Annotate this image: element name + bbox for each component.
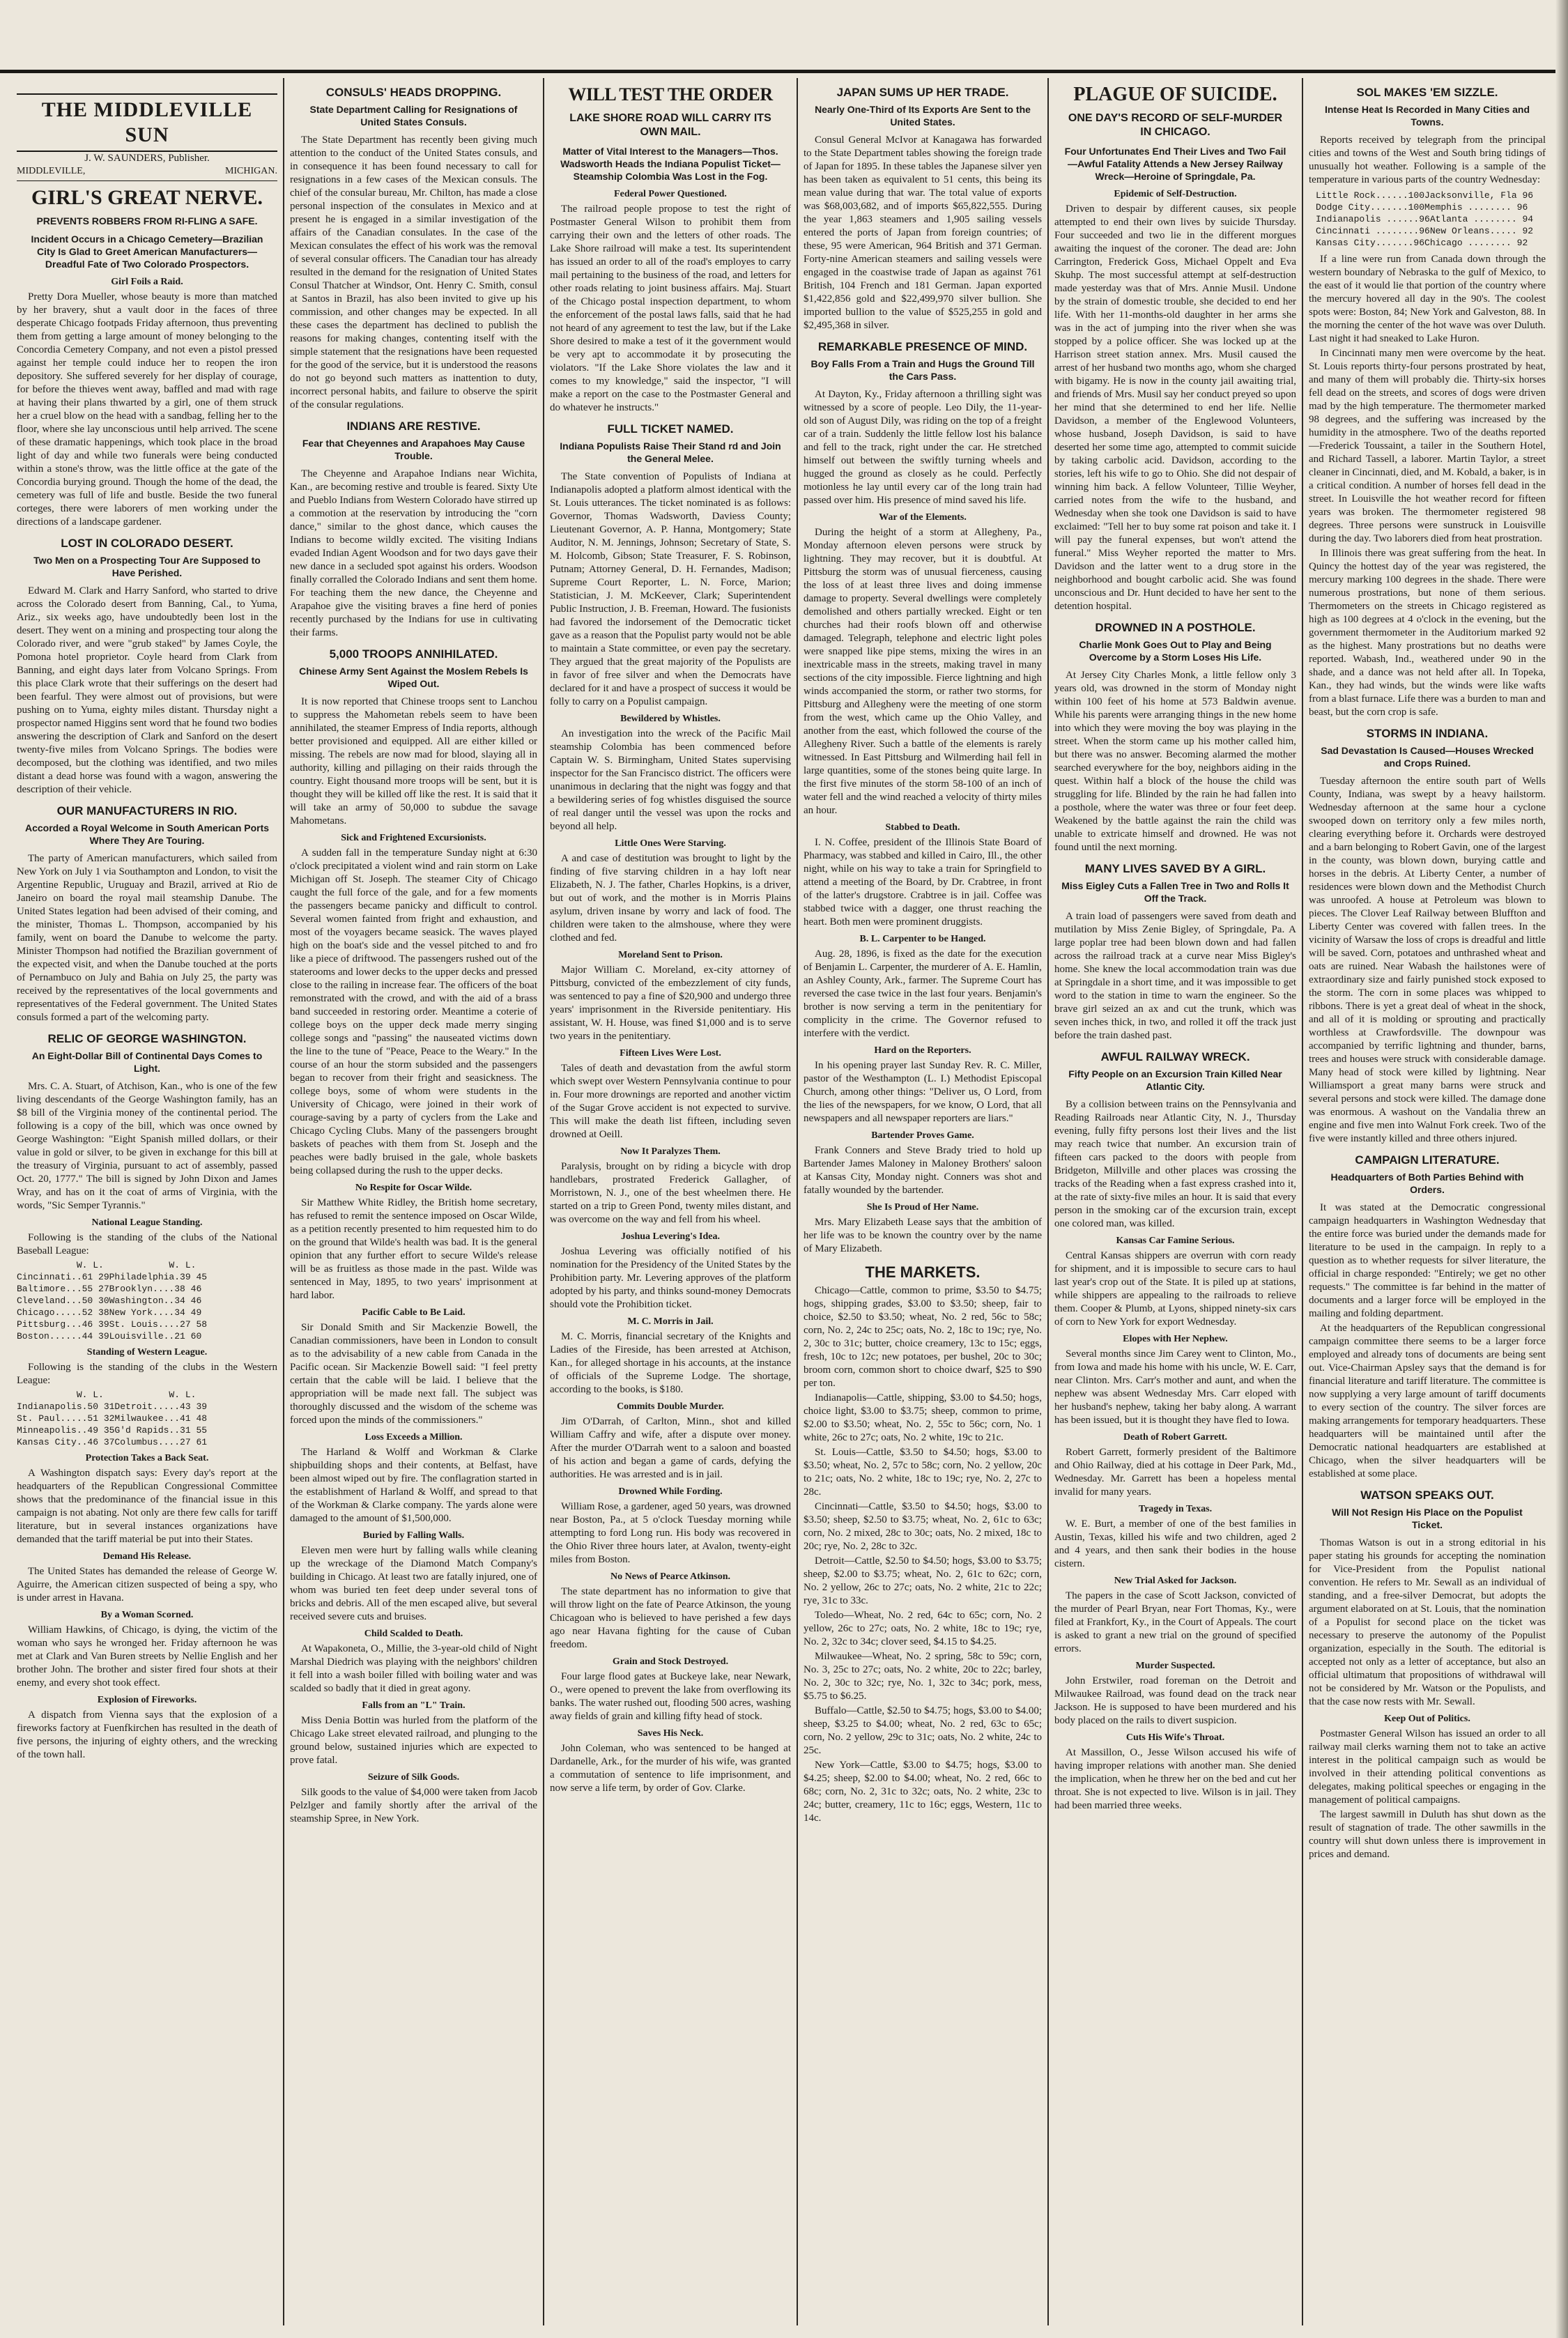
article-subhead: Buried by Falling Walls. [362, 1530, 465, 1541]
column-3 [546, 78, 795, 2325]
article-subhead: By a Woman Scorned. [100, 1610, 194, 1620]
article-paragraph: Mrs. Mary Elizabeth Lease says that the ambition of her life was to be known the country over by the name of Mary Elizabeth. [804, 1217, 1042, 1254]
article-subhead: Grain and Stock Destroyed. [612, 1656, 729, 1667]
article-paragraph: At the headquarters of the Republican congressional campaign committee there seems to be a larger force employed and already tons of documents are being sent out. Vice-Chairman Apsley says that the demand is for financial literature and tariff literature. The committee is now supplying a very large amount of tariff documents to every section of the country. The silver forces are making arrangements for temporary headquarters. These headquarters will be maintained until after the Democratic national headquarters are established at Chicago, when the silver headquarters will be established at some place. [1309, 1323, 1546, 1479]
article-deck: Nearly One-Third of Its Exports Are Sent to the United States. [815, 104, 1031, 128]
article-paragraph: Tales of death and devastation from the awful storm which swept over Western Pennsylvania continue to pour in. Four more drownings are reported and another victim of the Sugar Grove accident is not expected to survive. This will make the death list fifteen, including seven drowned at Oeill. [550, 1063, 791, 1140]
article-headline: REMARKABLE PRESENCE OF MIND. [817, 340, 1028, 353]
article-paragraph: Following is the standing of the clubs in the Western League: [17, 1362, 277, 1386]
article-paragraph: It is now reported that Chinese troops sent to Lanchou to suppress the Mahometan rebels seem to have been annihilated, the steamer Empress of India reports, although better provisioned and equipped. All are either killed or missing. The rebels are now mad for blood, slaying all in authority, killing and pillaging on their raids through the country. Eight thousand more troops will be sent, but it is thought they will be killed off like the rest. It is said that it will take an army of 50,000 to subdue the savage Mahometans. [290, 696, 537, 826]
article-deck: Chinese Army Sent Against the Moslem Rebels Is Wiped Out. [299, 666, 528, 689]
article-paragraph: During the height of a storm at Allegheny, Pa., Monday afternoon eleven persons were struck by lightning. They may recover, but it is doubtful. At Pittsburg the storm was of unusual fierceness, causing the loss of at least three lives and doing immense damage to property. Several dwellings were completely demolished and others partially wrecked. Eight or ten churches had their roofs blown off and otherwise damaged. Telegraph, telephone and electric light poles were snapped like pipe stems, mixing the wires in an inextricable mass in the streets, making travel in many sections of the city impossible. Fierce lightning and high winds accompanied the storm, or rather two storms, for Pittsburg and Allegheny were the meeting of one storm from the west, which came up the Ohio Valley, and another from the east, which followed the course of the Allegheny River. Such a battle of the elements is rarely witnessed. In East Pittsburg and Wilmerding hail fell in large quantities, some of the stones being quite large. In the first five minutes of the storm 58-100 of an inch of water fell and the wind reached a velocity of thirty miles an hour. [804, 527, 1042, 816]
article-paragraph: Edward M. Clark and Harry Sanford, who started to drive across the Colorado desert from Banning, Cal., to Yuma, Ariz., six weeks ago, have undoubtedly been lost in the desert. They went on a mining and prospecting tour along the Colorado river, and were "grub staked" by James Coyle, the Pomona hotel proprietor. Coyle heard from Clark from Banning, and eight days later from Volcano Springs. From this place Clark wrote that their sufferings on the desert had been fearful. They were almost out of provisions, but were pushing on to Yuma, eighty miles distant. Thursday night a prospector named Higgins sent word that he found two bodies answering the description of Clark and Sanford on the desert twenty-five miles from Volcano Springs. The bodies were decomposed, but the clothing was identified, and two miles distant a dead horse was found with a wagon, answering the description of their vehicle. [17, 585, 277, 795]
masthead-state: MICHIGAN. [224, 166, 277, 176]
article-paragraph: The papers in the case of Scott Jackson, convicted of the murder of Pearl Bryan, near Fort Thomas, Ky., were filed at Frankfort, Ky., in the Court of Appeals. The court is asked to grant a new trial on the ground of specified errors. [1054, 1590, 1296, 1654]
article-subhead: B. L. Carpenter to be Hanged. [859, 934, 986, 944]
article-paragraph: By a collision between trains on the Pennsylvania and Reading Railroads near Atlantic City, N. J., Thursday evening, fully fifty persons lost their lives and the list may reach twice that number. An excursion train of fifteen cars packed to the doors with people from Bridgeton, Millville and other places was crossing the tracks of the Reading when a fast express crashed into it, at the rate of sixty-five miles an hour. It is said that every person in the smoking car of the excursion train, except one colored man, was killed. [1054, 1099, 1296, 1229]
article-subhead: Stabbed to Death. [885, 822, 960, 833]
article-subhead: Child Scalded to Death. [364, 1629, 463, 1639]
market-report: Buffalo—Cattle, $2.50 to $4.75; hogs, $3.00 to $4.00; sheep, $3.25 to $4.00; wheat, No. 2 red, 63c to 65c; corn, No. 2 yellow, 29c to 31c; oats, No. 2 white, 24c to 25c. [804, 1705, 1042, 1756]
article-headline: WATSON SPEAKS OUT. [1360, 1489, 1494, 1502]
article-paragraph: Miss Denia Bottin was hurled from the platform of the Chicago Lake street elevated railroad, and plunging to the ground below, sustained injuries which are expected to prove fatal. [290, 1715, 537, 1766]
article-deck: Matter of Vital Interest to the Managers—Thos. Wadsworth Heads the Indiana Populist Ticket—Steamship Colombia Was Lost in the Fog. [560, 146, 781, 182]
article-paragraph: Robert Garrett, formerly president of the Baltimore and Ohio Railway, died at his cottage in Deer Park, Md., Wednesday. Mr. Garrett has been a hopeless mental invalid for many years. [1054, 1447, 1296, 1498]
article-headline: DROWNED IN A POSTHOLE. [1095, 621, 1256, 634]
article-paragraph: The United States has demanded the release of George W. Aguirre, the American citizen suspected of being a spy, who is under arrest in Havana. [17, 1566, 277, 1603]
article-subhead: Explosion of Fireworks. [97, 1695, 197, 1705]
article-subhead: Moreland Sent to Prison. [618, 950, 723, 960]
article-paragraph: Joshua Levering was officially notified of his nomination for the Presidency of the United States by the Prohibition party. Mr. Levering approves of the platform adopted by his party, and thinks sound-money Democrats should vote the Prohibition ticket. [550, 1246, 791, 1310]
market-report: St. Louis—Cattle, $3.50 to $4.50; hogs, $3.00 to $3.50; wheat, No. 2, 57c to 58c; corn, No. 2 yellow, 20c to 21c; oats, No. 2 white, 18c to 19c; rye, No. 2, 27c to 28c. [804, 1447, 1042, 1498]
article-headline: GIRL'S GREAT NERVE. [31, 186, 263, 209]
article-paragraph: Consul General McIvor at Kanagawa has forwarded to the State Department tables showing the foreign trade of Japan for 1895. In these tables the Japanese silver yen has been taken as equivalent to 51 cents, this being its mean value during that war. The total value of exports was $68,003,682, and of imports $65,822,555. During the year 1,863 steamers and 1,905 sailing vessels entered the ports of Japan from foreign countries; of these, 95 were American, 964 British and 371 German. Forty-nine American steamers and sailing vessels were engaged in the coastwise trade of Japan as against 761 British, 104 French and 181 German. Japan exported $1,422,856 gold and $22,499,970 silver bullion. She imported bullion to the value of $525,255 in gold and $2,495,368 in silver. [804, 134, 1042, 331]
article-deck: Intense Heat Is Recorded in Many Cities and Towns. [1324, 104, 1530, 128]
article-headline: INDIANS ARE RESTIVE. [346, 420, 481, 433]
market-report: Indianapolis—Cattle, shipping, $3.00 to $4.50; hogs, choice light, $3.00 to $3.75; sheep, common to prime, $2.00 to $3.50; wheat, No. 2, 55c to 56c; corn, No. 1 white, 26c to 27c; oats, No. 2 white, 19c to 21c. [804, 1392, 1042, 1443]
article-paragraph: The State Department has recently been giving much attention to the conduct of the United States consuls, and in consequence it has been found necessary to call for resignations in a few cases of the Mexican consuls. The chief of the consular bureau, Mr. Chilton, has made a close personal inspection of the consulates in Mexico and at present he is engaged in a similar investigation of the affairs of the Canadian consulates. In the case of the Mexican consulates the effect of his work was the removal of several consular officers. The Canadian tour has already resulted in the demand for the resignation of United States Consul Thatcher at Windsor, Ont. Henry C. Smith, consul at Santos in Brazil, has also been invited to give up his commission, and other changes may be expected. In all these cases the department has declined to publish the reasons for making changes, contenting itself with the simple statement that the resignations have been requested for the good of the service, but it is understood the reasons do not go beyond such matters as inattention to duty, incorrect personal habits, and failure to observe the spirit of the consular regulations. [290, 134, 537, 410]
article-paragraph: The Harland & Wolff and Workman & Clarke shipbuilding shops and their contents, at Belfast, have been almost wiped out by fire. The conflagration started in the establishment of Harland & Wolff, and spread to that of the Workman & Clarke company. The yards alone were damaged to the amount of $1,500,000. [290, 1447, 537, 1524]
article-deck: Fear that Cheyennes and Arapahoes May Cause Trouble. [302, 438, 525, 461]
article-paragraph: The State convention of Populists of Indiana at Indianapolis adopted a platform almost identical with the St. Louis utterances. The ticket nominated is as follows: Governor, Thomas Wadsworth, Daviess County; Lieutenant Governor, A. P. Hanna, Montgomery; State Auditor, N. M. Jennings, Johnson; Secretary of State, S. M. Holcomb, Gibson; State Treasurer, F. S. Robinson, Putnam; Attorney General, D. H. Fernandes, Madison; Supreme Court Reporter, L. N. Force, Marion; Statistician, J. M. McKeever, Clark; Superintendent Public Instruction, J. B. Freeman, Howard. The fusionists had favored the indorsement of the Democratic ticket gave as a reason that the Populist party would not be able to maintain a State committee, or even pay the secretary. They argued that the great majority of the Populists are in favor of free silver and when the Democrats have declared for it and have a prospect of success it would be folly to carry on a Populist campaign. [550, 471, 791, 707]
article-subhead: Cuts His Wife's Throat. [1125, 1732, 1225, 1743]
article-headline: CAMPAIGN LITERATURE. [1355, 1153, 1500, 1167]
article-paragraph: The party of American manufacturers, which sailed from New York on July 1 via Southampton and London, to visit the Argentine Republic, Uruguay and Brazil, arrived at Rio de Janeiro on board the royal mail steamship Danube. The United States legation had been advised of their coming, and the minister, Thomas L. Thompson, accompanied by his family, went on board the Danube to welcome the party. Minister Thompson had notified the Brazilian government of the expected visit, and when the Danube touched at the ports of Pernambuco on July and Bahia on July 25, the party was received by the representatives of the local governments and representatives of the Federal government. The United States consuls formed a part of the welcoming party. [17, 853, 277, 1023]
article-paragraph: Jim O'Darrah, of Carlton, Minn., shot and killed William Caffry and wife, after a dispute over money. After the murder O'Darrah went to a saloon and boasted of his action and began a game of cards, defying the authorities. He was arrested and is in jail. [550, 1416, 791, 1480]
masthead-location [17, 165, 277, 181]
article-subhead: Hard on the Reporters. [874, 1045, 971, 1056]
article-headline: OUR MANUFACTURERS IN RIO. [56, 804, 238, 817]
article-headline: RELIC OF GEORGE WASHINGTON. [47, 1032, 247, 1045]
article-paragraph: A Washington dispatch says: Every day's report at the headquarters of the Republican Congressional Committee shows that the predominance of the financial issue in this campaign is not abating. Not only are there few calls for tariff literature, but in several instances organizations have demanded that the tariff material be put into their States. [17, 1468, 277, 1545]
column-rule [1302, 78, 1303, 2325]
article-headline: LOST IN COLORADO DESERT. [61, 537, 233, 550]
article-headline: WILL TEST THE ORDER [568, 84, 773, 105]
article-paragraph: Central Kansas shippers are overrun with corn ready for shipment, and it is impossible to secure cars to haul last year's crop out of the State. It is piled up at stations, while shippers are appealing to the railroads to relieve them. Cooper & Plumb, at Lyons, shipped ninety-six cars of corn to New York for export Wednesday. [1054, 1250, 1296, 1328]
article-paragraph: Sir Matthew White Ridley, the British home secretary, has refused to remit the sentence imposed on Oscar Wilde, as a petition recently presented to him requested him to do on the ground that Wilde's health was bad. It is the general opinion that any further effort to secure Wilde's release will be as fruitless as those made in the past. Wilde was sentenced in May, 1895, to two years' imprisonment at hard labor. [290, 1197, 537, 1301]
article-paragraph: In Cincinnati many men were overcome by the heat. St. Louis reports thirty-four persons prostrated by heat, and many of them will probably die. Thirty-six horses fell dead on the streets, and scores of dogs were driven mad by the high temperature. The thermometer marked 98 degrees, and the suffering was increased by the humidity in the atmosphere. Two of the deaths reported—Frederick Toussaint, a tailer in the Southern Hotel, and Richard Tassell, a laborer. Martin Taylor, a street cleaner in Cincinnati, died, and M. Kobald, a baker, is in a critical condition. A number of horses fell dead in the street. In Louisville the hot weather record for fifteen years was broken. The thermometer registered 98 degrees. Three persons were sunstruck in Louisville during the day. Two laborers died from heat prostration. [1309, 348, 1546, 544]
article-subhead: Kansas Car Famine Serious. [1116, 1236, 1235, 1246]
article-paragraph: Four large flood gates at Buckeye lake, near Newark, O., were opened to prevent the lake from overflowing its banks. The water rushed out, flooding 500 acres, washing away fields of grain and killing fifty head of stock. [550, 1671, 791, 1722]
article-subhead: New Trial Asked for Jackson. [1114, 1576, 1237, 1586]
column-rule [797, 78, 798, 2325]
article-subhead: Demand His Release. [102, 1551, 192, 1562]
article-subhead: Loss Exceeds a Million. [364, 1432, 463, 1443]
article-subhead: Little Ones Were Starving. [615, 838, 726, 849]
article-paragraph: If a line were run from Canada down through the western boundary of Nebraska to the gulf of Mexico, to the east of it would lie that portion of the country where the mercury hovered all day in the 90's. The coolest spots were: Boston, 84; New York and Galveston, 88. In the morning the center of the hot wave was over Duluth. Last night it had sneaked to Lake Huron. [1309, 254, 1546, 344]
article-paragraph: Paralysis, brought on by riding a bicycle with drop handlebars, prostrated Frederick Gallagher, of Morristown, N. J., one of the best wheelmen there. He started on a trip to Green Pond, twenty miles distant, and was overcome on the way and fell from his wheel. [550, 1161, 791, 1225]
article-paragraph: At Dayton, Ky., Friday afternoon a thrilling sight was witnessed by a score of people. Leo Dily, the 11-year-old son of August Dily, was riding on the top of a freight car of a train. Suddenly the little fellow lost his balance and fell to the track, right under the car. He stretched himself out between the swiftly turning wheels and hugged the ground as closely as he could. Perfectly motionless he lay until every car of the long train had passed over him. His presence of mind saved his life. [804, 389, 1042, 506]
article-paragraph: Mrs. C. A. Stuart, of Atchison, Kan., who is one of the few living descendants of the George Washington family, has an $8 bill of the Virginia money of the continental period. The following is a copy of the bill, which was once owned by George Washington: "Eight Spanish milled dollars, or their value in gold or silver, to be given in exchange for this bill at the treasury of Virginia, pursuant to act of assembly, passed Oct. 20, 1777." The bill is signed by John Dixon and James Wray, and has on it the coat of arms of Virginia, with the words, "Sic Semper Tyrannis." [17, 1081, 277, 1211]
article-subhead: No News of Pearce Atkinson. [610, 1571, 730, 1582]
article-subhead: National League Standing. [91, 1217, 203, 1228]
article-paragraph: Several months since Jim Carey went to Clinton, Mo., from Iowa and made his home with his uncle, W. E. Carr, near Clinton. Mrs. Carr's mother and aunt, and when the nephew was absent Wednesday Mrs. Carr eloped with her husband's nephew, taking her baby along. A warrant has been issued, but it is thought they have fled to Iowa. [1054, 1348, 1296, 1426]
article-paragraph: The Cheyenne and Arapahoe Indians near Wichita, Kan., are becoming restive and trouble is feared. Sixty Ute and Pueblo Indians from Western Colorado have stirred up a commotion at the reservation by introducing the "corn dance," similar to the ghost dance, which causes the Indians to become wildly excited. The visiting Indians evaded Indian Agent Woodson and for two days gave their new dance in a secluded spot against his orders. Woodson finally corralled the Colorado Indians and sent them home. For teaching them the new dance, the Cheyenne and Arapahoe give the visiting braves a fine herd of ponies recently purchased by the Indians for use in cultivating their farms. [290, 468, 537, 638]
article-paragraph: Sir Donald Smith and Sir Mackenzie Bowell, the Canadian commissioners, have been in London to consult as to the advisability of a new cable from Canada in the Pacific ocean. Sir Mackenzie Bowell said: "I feel pretty certain that the cable will be laid. I believe that the appropriation will be made next fall. The subject was thoroughly discussed and the wisdom of the scheme was forced upon the minds of the commissioners." [290, 1322, 537, 1426]
article-paragraph: John Coleman, who was sentenced to be hanged at Dardanelle, Ark., for the murder of his wife, was granted a commutation of sentence to life imprisonment, and now serve a life term, by order of Gov. Clarke. [550, 1743, 791, 1794]
standings-table: W. L. W. L. Indianapolis.50 31Detroit.....43 39 St. Paul.....51 32Milwaukee...41 48 Minneapolis..49 35G'd Rapids..31 55 Kansas City..46 37Columbus....27 61 [17, 1390, 208, 1447]
article-subhead: Drowned While Fording. [618, 1486, 723, 1497]
article-deck: Sad Devastation Is Caused—Houses Wrecked and Crops Ruined. [1321, 745, 1534, 769]
article-paragraph: The railroad people propose to test the right of Postmaster General Wilson to prohibit them from carrying their own and the letters of other roads. The Lake Shore railroad will make a test. Its superintendent has issued an order to all of the road's employes to carry mail pertaining to the business of the road, and letters for other roads relating to joint business affairs. Maj. Stuart of the Chicago postal inspection department, to whom the enforcement of the postal laws falls, said that he had not heard of any agreement to test the law, but if the Lake Shore desired to make a test of it the government would be very apt to accommodate it by prosecuting the violators. "If the Lake Shore violates the law and it comes to my knowledge," said the inspector, "I will make a report on the case to the Postmaster General and do whatever he instructs." [550, 203, 791, 413]
article-paragraph: At Wapakoneta, O., Millie, the 3-year-old child of Night Marshal Diedrich was playing with the neighbors' children it fell into a wash boiler filled with boiling water and was scalded so badly that it died in great agony. [290, 1643, 537, 1694]
article-paragraph: An investigation into the wreck of the Pacific Mail steamship Colombia has been commenced before Captain W. S. Birmingham, United States supervising inspector for the San Francisco district. The officers were unanimous in declaring that the night was foggy and that a bewildering series of fog whistles disguised the source of real danger until the vessel was upon the rocks and beyond all help. [550, 728, 791, 832]
article-deck: Incident Occurs in a Chicago Cemetery—Brazilian City Is Glad to Greet American Manufacturers—Dreadful Fate of Two Colorado Prospectors. [31, 233, 263, 270]
market-report: Cincinnati—Cattle, $3.50 to $4.50; hogs, $3.00 to $3.50; sheep, $2.50 to $3.75; wheat, No. 2, 61c to 63c; corn, No. 2 mixed, 28c to 30c; oats, No. 2 mixed, 18c to 20c; rye, No. 2, 28c to 32c. [804, 1501, 1042, 1552]
article-paragraph: Following is the standing of the clubs of the National Baseball League: [17, 1232, 277, 1256]
article-deck: Boy Falls From a Train and Hugs the Ground Till the Cars Pass. [810, 358, 1035, 382]
article-headline: AWFUL RAILWAY WRECK. [1100, 1050, 1250, 1063]
article-headline: STORMS IN INDIANA. [1366, 727, 1489, 740]
article-paragraph: John Erstwiler, road foreman on the Detroit and Milwaukee Railroad, was found dead on the track near Jackson. He is supposed to have been murdered and his body placed on the rails to divert suspicion. [1054, 1675, 1296, 1726]
column-4 [799, 78, 1046, 2325]
article-paragraph: M. C. Morris, financial secretary of the Knights and Ladies of the Fireside, has been arrested at Atchison, Kan., for alleged shortage in his accounts, at the instance of officials of the Supreme Lodge. The shortage, according to the books, is $180. [550, 1331, 791, 1395]
article-subhead: Now It Paralyzes Them. [620, 1146, 721, 1157]
article-subhead: Seizure of Silk Goods. [367, 1772, 460, 1783]
article-subhead: No Respite for Oscar Wilde. [355, 1183, 472, 1193]
column-6 [1305, 78, 1550, 2325]
article-paragraph: In his opening prayer last Sunday Rev. R. C. Miller, pastor of the Westhampton (L. I.) Methodist Episcopal Church, among other things: "Deliver us, O Lord, from the lies of the newspapers, for we know, O Lord, that all newspapers and all newspaper reporters are liars." [804, 1060, 1042, 1124]
masthead-title: THE MIDDLEVILLE SUN [17, 93, 277, 152]
standings-table: W. L. W. L. Cincinnati..61 29Philadelphia.39 45 Baltimore...55 27Brooklyn....38 46 Cleveland...50 30Washington..34 46 Chicago.....52 38New York....34 49 Pittsburg...46 39St. Louis....27 58 Boston......44 39Louisville..21 60 [17, 1260, 208, 1341]
temperature-table: Little Rock......100Jacksonville, Fla 96 Dodge City.......100Memphis ........ 96 Indianapolis ......96Atlanta ........ 94 Cincinnati ........96New Orleans..... 92 Kansas City.......96Chicago ........ 92 [1316, 190, 1534, 248]
column-rule [283, 78, 284, 2325]
article-paragraph: A dispatch from Vienna says that the explosion of a fireworks factory at Fuenfkirchen has resulted in the death of five persons, the injuring of eighty others, and the wrecking of the town hall. [17, 1709, 277, 1760]
article-deck: Two Men on a Prospecting Tour Are Supposed to Have Perished. [33, 555, 261, 578]
article-subhead: Saves His Neck. [637, 1728, 704, 1739]
article-subhead: Epidemic of Self-Destruction. [1114, 189, 1237, 199]
masthead-publisher: J. W. SAUNDERS, Publisher. [84, 153, 210, 164]
article-paragraph: A train load of passengers were saved from death and mutilation by Miss Zenie Bigley, of Springdale, Pa. A large poplar tree had been blown down and had fallen across the railroad track at a curve near Miss Bigley's home. She knew the local accommodation train was due at Springdale in a short time, and it was impossible to get word to the station in time to warn the engineer. So the brave girl seized an ax and cut the trunk, which was seven inches thick, in two, and rolled it off the track just before the train dashed past. [1054, 911, 1296, 1041]
article-headline: THE MARKETS. [865, 1263, 981, 1281]
article-paragraph: At Jersey City Charles Monk, a little fellow only 3 years old, was drowned in the storm of Monday night within 100 feet of his home at 573 Baldwin avenue. While his parents were arranging things in the new home into which they were moving the boy was playing in the street. When the storm came up his mother called him, but there was no answer. Becoming alarmed the mother searched everywhere for the boy, neighbors aiding in the quest. Within half a block of the house the child was struggling for life. Blinded by the rain he had fallen into a posthole, where the water was three or four feet deep. Weakened by the battle against the rain the child was unable to extricate himself and drowned. He was not found until the next morning. [1054, 670, 1296, 853]
market-report: Toledo—Wheat, No. 2 red, 64c to 65c; corn, No. 2 yellow, 26c to 27c; oats, No. 2 white, 18c to 19c; rye, No. 2, 32c to 34c; clover seed, $4.15 to $4.25. [804, 1610, 1042, 1647]
article-paragraph: Major William C. Moreland, ex-city attorney of Pittsburg, convicted of the embezzlement of city funds, was sentenced to pay a fine of $20,900 and undergo three years' imprisonment in the Riverside penitentiary. His assistant, W. H. House, was fined $1,000 and is to serve two years in the penitentiary. [550, 964, 791, 1042]
article-paragraph: At Massillon, O., Jesse Wilson accused his wife of having improper relations with another man. She denied the implication, when he threw her on the bed and cut her throat. She is not expected to live. Wilson is in jail. They had been married three weeks. [1054, 1747, 1296, 1811]
article-deck: Accorded a Royal Welcome in South American Ports Where They Are Touring. [24, 822, 270, 846]
article-paragraph: William Hawkins, of Chicago, is dying, the victim of the woman who says he wronged her. Friday afternoon he was met at Clark and Van Buren streets by Nellie English and her brother John. The brother and sister fired four shots at their enemy, and every shot took effect. [17, 1624, 277, 1689]
article-headline: PLAGUE OF SUICIDE. [1073, 84, 1277, 105]
article-subhead: Bartender Proves Game. [871, 1130, 974, 1141]
column-5 [1050, 78, 1300, 2325]
market-report: New York—Cattle, $3.00 to $4.75; hogs, $3.00 to $4.25; sheep, $2.00 to $4.00; wheat, No. 2 red, 66c to 68c; corn, No. 2, 31c to 32c; oats, No. 2 white, 23c to 24c; butter, creamery, 11c to 16c; eggs, Western, 11c to 14c. [804, 1760, 1042, 1824]
article-headline: CONSULS' HEADS DROPPING. [325, 86, 502, 99]
article-deck: LAKE SHORE ROAD WILL CARRY ITS OWN MAIL. [569, 112, 771, 138]
column-rule [543, 78, 544, 2325]
article-paragraph: The largest sawmill in Duluth has shut down as the result of stagnation of trade. The other sawmills in the country will shut down unless there is improvement in prices and demand. [1309, 1809, 1546, 1860]
column-1 [13, 78, 282, 2325]
market-report: Milwaukee—Wheat, No. 2 spring, 58c to 59c; corn, No. 3, 25c to 27c; oats, No. 2 white, 20c to 22c; barley, No. 2, 30c to 32c; rye, No. 1, 32c to 34c; pork, mess, $5.75 to $6.25. [804, 1651, 1042, 1702]
article-headline: 5,000 TROOPS ANNIHILATED. [329, 647, 498, 661]
article-subhead: Falls from an "L" Train. [362, 1700, 466, 1711]
article-paragraph: Driven to despair by different causes, six people attempted to end their own lives by suicide Thursday. Four succeeded and two lie in the different morgues awaiting the inquest of the coroner. The dead are: John Carrington, Frederick Goss, Michael Oppelt and Eva Skuhp. The most successful attempt at self-destruction made yesterday was that of Mrs. Annie Musil. Undone by the strain of domestic trouble, she decided to end her life. With her 11-months-old daughter in her arms she was in the act of jumping into the river when she was stopped by a police officer. She was locked up at the Harrison street station annex. Mrs. Musil caused the arrest of her husband two months ago, whom she charged with bigamy. He is now in the county jail awaiting trial, and friends of Mrs. Musil say her conduct preyed so upon her mind that she determined to end her life. Nellie Davidson, a member of the Englewood Volunteers, whose husband, Joseph Davidson, is said to have deserted her some time ago, attempted to commit suicide by taking carbolic acid. Davidson, according to the stories, left his wife to go to Ohio. She did not despair of winning him back. A fellow Volunteer, Tillie Weyher, carried notes from the wife to the husband, and Wednesday when she took one Davidson is said to have exclaimed: "Tell her to buy some rat poison and take it. I will pay the funeral expenses, but won't attend the funeral." Miss Weyher reported the matter to Mrs. Davidson and the latter went to a drug store in the neighborhood and bought carbolic acid. She was found unconscious and Dr. Hunt decided to have her sent to the detention hospital. [1054, 203, 1297, 612]
article-deck: Charlie Monk Goes Out to Play and Being Overcome by a Storm Loses His Life. [1079, 639, 1272, 663]
article-headline: JAPAN SUMS UP HER TRADE. [836, 86, 1009, 99]
article-deck: An Eight-Dollar Bill of Continental Days Comes to Light. [31, 1050, 263, 1074]
article-paragraph: The state department has no information to give that will throw light on the fate of Pearce Atkinson, the young Chicagoan who is believed to have perished a few days ago near Havana fighting for the cause of Cuban freedom. [550, 1586, 791, 1650]
masthead-town: MIDDLEVILLE, [17, 166, 86, 176]
column-2 [286, 78, 541, 2325]
article-deck: Fifty People on an Excursion Train Killed Near Atlantic City. [1068, 1068, 1282, 1092]
article-subhead: Keep Out of Politics. [1384, 1714, 1470, 1724]
article-paragraph: Postmaster General Wilson has issued an order to all railway mail clerks warning them not to take an active interest in the political campaign such as would be involved in their attending political conventions as delegates, making political speeches or engaging in the management of political campaigns. [1309, 1728, 1546, 1806]
article-paragraph: Thomas Watson is out in a strong editorial in his paper stating his grounds for accepting the nomination for Vice-President from the Populist national convention. He refers to Mr. Sewall as an individual of standing, and a free-silver Democrat, but adopts the argument elaborated on at St. Louis, that the nomination of a Populist for second place on the ticket was necessary to preserve the autonomy of the Populist organization, especially in the South. The editorial is accepted not only as a letter of acceptance, but also an official ultimatum that propositions of withdrawal will not be considered by Mr. Watson or the Populists, and that the case now rests with Mr. Sewall. [1309, 1537, 1546, 1707]
article-subhead: Bewildered by Whistles. [620, 714, 721, 724]
article-paragraph: Pretty Dora Mueller, whose beauty is more than matched by her bravery, shut a vault door in the faces of three desperate Chicago footpads Friday afternoon, thus preventing them from getting a large amount of money belonging to the Concordia Cemetery Company, and not even a pistol pressed against her temple could induce her to reopen the iron depository. She suffered severely for her display of courage, for before the thieves went away, baffled and mad with rage at having their plans thwarted by a girl, one of them struck her a cruel blow on the head with a sandbag, felling her to the floor, where she lay unconscious until help arrived. The scene of these dramatic happenings, which took place in the broad light of day and while two funerals were being conducted within a stone's throw, was the little office at the gate of the Concordia burying ground. Though the home of the dead, the cemetery was full of life and bustle. Beside the two funeral corteges, there were laborers of men working under the directions of a landscape gardener. [17, 291, 277, 528]
article-subhead: Sick and Frightened Excursionists. [341, 833, 486, 843]
page-top-rule [0, 70, 1568, 73]
article-subhead: Federal Power Questioned. [614, 189, 727, 199]
article-subhead: M. C. Morris in Jail. [627, 1316, 714, 1327]
article-headline: MANY LIVES SAVED BY A GIRL. [1084, 862, 1266, 875]
article-paragraph: William Rose, a gardener, aged 50 years, was drowned near Boston, Pa., at 5 o'clock Tuesday morning while attempting to ford Long run. His body was recovered in the Ohio River three hours later, at Avalon, twenty-eight miles from Boston. [550, 1501, 791, 1565]
column-rule [1047, 78, 1049, 2325]
article-headline: FULL TICKET NAMED. [607, 422, 734, 436]
article-paragraph: A sudden fall in the temperature Sunday night at 6:30 o'clock precipitated a violent wind and rain storm on Lake Michigan off St. Joseph. The steamer City of Chicago caught the full force of the gale, and for a few moments the passengers became panicky and difficult to control. Several women fainted from fright and exhaustion, and most of the voyagers became seasick. The waves played high on the boat's side and the vessel pitched to and fro like a piece of driftwood. The passengers rushed out of the staterooms and lower decks to the upper decks and pressed close to the railing in increase fear. The officers of the boat remonstrated with the crowd, and with the aid of a brass band succeeded in restoring order. Meantime a coterie of college boys on the upper deck made merry singing college songs and "passing" the nauseated victims down the line to the tune of "Peace, Peace to the Weary." In the course of an hour the storm subsided and the passengers began to recover from their fright and seasickness. The college boys, some of whom were students in the University of Chicago, were joined in their work of courage-saving by a party of cyclers from the Lake and Chicago Cycling Clubs. Many of the passengers brought baskets of peaches with them from St. Joseph and the peaches were badly bruised in the gale, whole baskets being collapsed during the rush to the upper decks. [290, 847, 537, 1176]
article-deck: State Department Calling for Resignations of United States Consuls. [309, 104, 518, 128]
article-subhead: War of the Elements. [879, 512, 967, 523]
article-subhead: Death of Robert Garrett. [1123, 1432, 1228, 1443]
article-paragraph: Aug. 28, 1896, is fixed as the date for the execution of Benjamin L. Carpenter, the murderer of A. E. Hamlin, an Ashley County, Ark., farmer. The Supreme Court has reversed the case twice in the last four years. Benjamin's brother is now serving a term in the penitentiary for complicity in the crime. The Governor refused to interfere with the verdict. [804, 948, 1042, 1039]
article-headline: SOL MAKES 'EM SIZZLE. [1356, 86, 1498, 99]
article-subhead: Protection Takes a Back Seat. [85, 1453, 209, 1463]
article-deck: Four Unfortunates End Their Lives and Two Fail—Awful Fatality Attends a New Jersey Railway Wreck—Heroine of Springdale, Pa. [1064, 146, 1286, 182]
article-paragraph: W. E. Burt, a member of one of the best families in Austin, Texas, killed his wife and two children, aged 2 and 4 years, and then sank their bodies in the house cistern. [1054, 1518, 1296, 1569]
article-paragraph: It was stated at the Democratic congressional campaign headquarters in Washington Wednesday that the entire force was buried under the demands made for literature to be used in the campaign. In reply to a question as to whether requests for silver literature, the official in charge responded: "Entirely; we get no other requests." The committee is far behind in the matter of documents and a larger force will be employed in the mailing and folding department. [1309, 1202, 1546, 1319]
article-subhead: Girl Foils a Raid. [111, 277, 183, 287]
article-subhead: Fifteen Lives Were Lost. [620, 1048, 721, 1059]
article-subhead: Elopes with Her Nephew. [1123, 1334, 1228, 1344]
article-deck: Indiana Populists Raise Their Stand rd and Join the General Melee. [560, 440, 781, 464]
article-deck: Will Not Resign His Place on the Populist Ticket. [1332, 1507, 1523, 1530]
article-subhead: She Is Proud of Her Name. [866, 1202, 979, 1213]
article-paragraph: A and case of destitution was brought to light by the finding of five starving children in a hay loft near Elizabeth, N. J. The father, Charles Hopkins, is a driver, but out of work, and the mother is in Morris Plains asylum, driven insane by worry and lack of food. The children were taken to the almshouse, where they were clothed and fed. [550, 853, 791, 944]
article-subhead: Joshua Levering's Idea. [621, 1231, 720, 1242]
page-edge-shadow [1555, 0, 1568, 2338]
article-subhead: Commits Double Murder. [617, 1401, 724, 1412]
article-paragraph: Eleven men were hurt by falling walls while cleaning up the wreckage of the Diamond Match Company's building in Chicago. At least two are fatally injured, one of whom was buried ten feet deep under several tons of bricks and debris. All of the men escaped alive, but several received severe cuts and bruises. [290, 1545, 537, 1622]
article-paragraph: In Illinois there was great suffering from the heat. In Quincy the hottest day of the year was registered, the mercury marking 100 degrees in the shade. There were numerous prostrations, but none of them serious. Thermometers on the streets in Chicago registered as high as 100 degrees at 4 o'clock in the evening, but the government thermometer in the Auditorium marked 92 as the highest. Many prostrations but no deaths were reported. Wabash, Ind., weathered under 90 in the shade, and a dance was not held after all. In Topeka, Kan., they had winds, but the winds were like wafts from a blast furnace. Life there was a burden to man and beast, but the corn crop is safe. [1309, 548, 1546, 718]
article-subhead: Standing of Western League. [86, 1347, 208, 1358]
article-subhead: Murder Suspected. [1135, 1661, 1215, 1671]
article-deck: Miss Eigley Cuts a Fallen Tree in Two and Rolls It Off the Track. [1061, 880, 1289, 904]
article-subhead: Pacific Cable to Be Laid. [362, 1307, 466, 1318]
article-deck: ONE DAY'S RECORD OF SELF-MURDER IN CHICAGO. [1068, 112, 1283, 138]
article-paragraph: I. N. Coffee, president of the Illinois State Board of Pharmacy, was stabbed and killed in Cairo, Ill., the other night, while on his way to take a train for Springfield to attend a meeting of the Board, by Dr. Crabtree, in front of the latter's drugstore. Crabtree is in jail. Coffee was stabbed twice with a dagger, one thrust reaching the heart. Both men were prominent druggists. [804, 837, 1042, 928]
article-paragraph: Frank Conners and Steve Brady tried to hold up Bartender James Maloney in Maloney Brothers' saloon at Kansas City, Monday night. Conners was shot and fatally wounded by the bartender. [804, 1145, 1042, 1196]
article-paragraph: Silk goods to the value of $4,000 were taken from Jacob Pelzlger and family shortly after the arrival of the steamship Spree, in New York. [290, 1787, 537, 1824]
article-deck: PREVENTS ROBBERS FROM RI-FLING A SAFE. [36, 215, 258, 226]
market-report: Chicago—Cattle, common to prime, $3.50 to $4.75; hogs, shipping grades, $3.00 to $3.50; sheep, fair to choice, $2.50 to $3.50; wheat, No. 2 red, 56c to 58c; corn, No. 2, 24c to 25c; oats, No. 2, 18c to 19c; rye, No. 2, 30c to 31c; butter, choice creamery, 13c to 15c; eggs, fresh, 10c to 12c; new potatoes, per bushel, 20c to 30c; broom corn, common short to choice dwarf, $25 to $90 per ton. [804, 1285, 1042, 1389]
article-paragraph: Tuesday afternoon the entire south part of Wells County, Indiana, was swept by a heavy hailstorm. Wednesday afternoon at the same hour a cyclone swooped down on territory only a few miles north, clearing everything before it. Orchards were destroyed and a barn belonging to Robert Gavin, one of the largest in the county, was blown down, burying cattle and horses in the debris. At Liberty Center, a number of residences were blown down and the Methodist Church was unroofed. A house at Petroleum was blown to pieces. The Clover Leaf Railway between Bluffton and Liberty Center was covered with fallen trees. In the vicinity of Warsaw the loss of crops is dreadful and little will be saved. Corn, potatoes and unthrashed wheat and oats are ruined. Near Wabash the hailstones were of extraordinary size and fairly punished stock exposed to the storm. The corn in some places was whipped to ribbons. There is yet a great deal of wheat in the shock, and all of it is molding or sprouting and practically worthless at Crawfordsville. The downpour was accompanied by terrific lightning and thunder, barns, trees and houses were struck with considerable damage. Many head of stock were killed by lightning. Near Williamsport a great many barns were struck and several persons and stock were killed. The damage done was enormous. A washout on the Vandalia threw an engine and five men into Walnut Fork creek. Two of the five were instantly killed and three others injured. [1309, 776, 1546, 1144]
article-deck: Headquarters of Both Parties Behind with Orders. [1330, 1171, 1524, 1195]
market-report: Detroit—Cattle, $2.50 to $4.50; hogs, $3.00 to $3.75; sheep, $2.00 to $3.75; wheat, No. 2, 61c to 62c; corn, No. 2 yellow, 26c to 27c; oats, No. 2 white, 21c to 22c; rye, 31c to 33c. [804, 1555, 1042, 1606]
article-subhead: Tragedy in Texas. [1138, 1504, 1213, 1514]
article-paragraph: Reports received by telegraph from the principal cities and towns of the West and South bring tidings of unusually hot weather. Following is a sample of the temperature in various parts of the country Wednesday: [1309, 134, 1546, 185]
